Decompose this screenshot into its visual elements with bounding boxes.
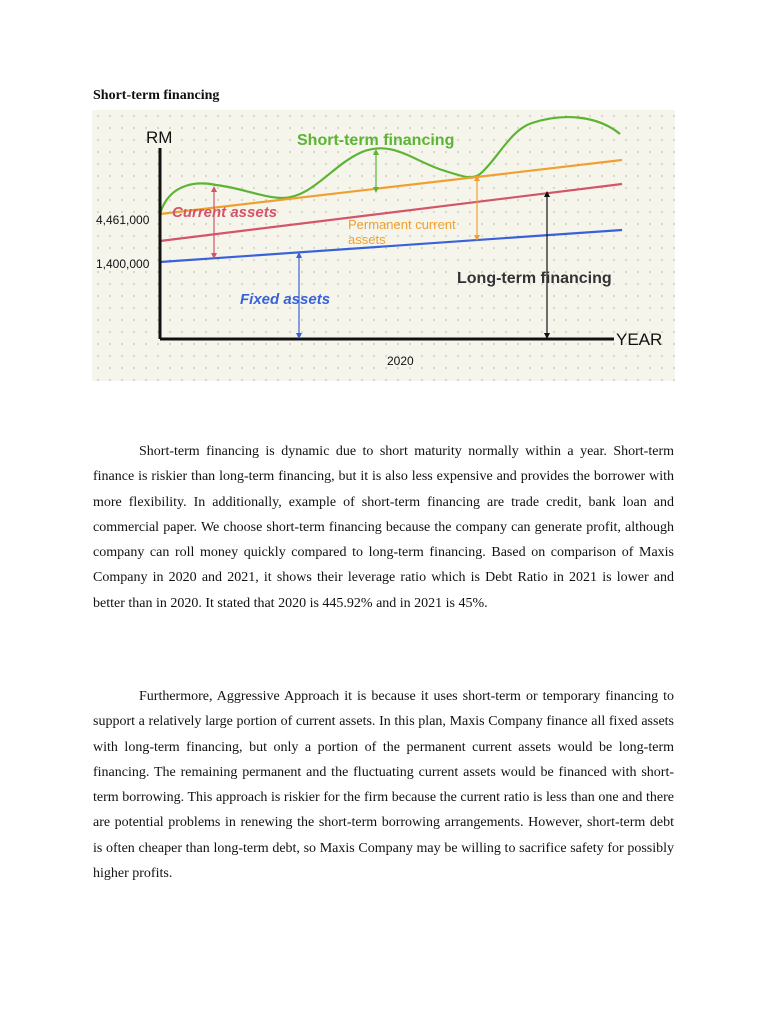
section-heading: Short-term financing: [93, 88, 220, 103]
y-axis-label: RM: [146, 128, 173, 147]
diagram-svg: [92, 110, 675, 381]
short-term-financing-label: Short-term financing: [297, 132, 455, 149]
x-tick-label: 2020: [387, 354, 414, 368]
fixed-assets-label: Fixed assets: [240, 291, 331, 308]
permanent-current-assets-label-line1: Permanent current: [348, 217, 456, 232]
y-tick-upper: 4,461,000: [96, 213, 150, 227]
y-tick-lower: 1,400,000: [96, 257, 150, 271]
long-term-financing-label: Long-term financing: [457, 270, 612, 287]
current-assets-label: Current assets: [172, 204, 278, 221]
permanent-current-assets-label-line2: assets: [348, 232, 386, 247]
fixed-assets-line: [160, 230, 622, 262]
paragraph-aggressive-approach: Furthermore, Aggressive Approach it is because it uses short-term or temporary financing to support a relatively large portion of current assets. In this plan, Maxis Company finance all fixed assets with long-term financing, but only a portion of the permanent current assets would be long-term financing. The remaining permanent and the fluctuating current assets would be financed with short-term borrowing. This approach is riskier for the firm because the current ratio is less than one and there are potential problems in renewing the short-term borrowing arrangements. However, short-term debt is often cheaper than long-term debt, so Maxis Company may be willing to sacrifice safety for possibly higher profits.: [93, 689, 674, 882]
paragraph-short-term-financing: Short-term financing is dynamic due to short maturity normally within a year. Short-term finance is riskier than long-term financing, but it is also less expensive and provides the borrower with more flexibility. In additionally, example of short-term financing are trade credit, bank loan and commercial paper. We choose short-term financing because the company can generate profit, although company can roll money quickly compared to long-term financing. Based on comparison of Maxis Company in 2020 and 2021, it shows their leverage ratio which is Debt Ratio in 2021 is lower and better than in 2020. It stated that 2020 is 445.92% and in 2021 is 45%.: [93, 444, 674, 611]
x-axis-label: YEAR: [616, 330, 663, 349]
financing-diagram: [92, 110, 675, 381]
